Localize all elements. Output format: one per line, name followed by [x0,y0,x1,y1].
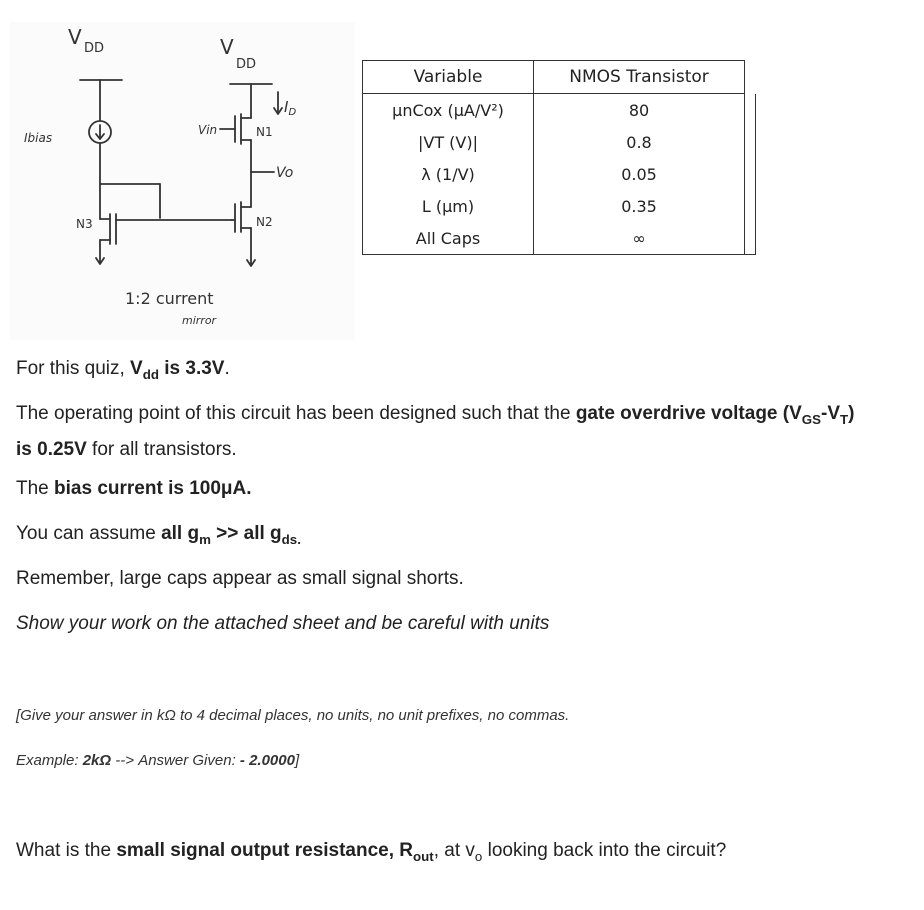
text-sub: GS [801,411,821,427]
paragraph-overdrive [16,399,911,465]
text-bold: bias current is 100μA. [54,478,252,499]
paragraph-caps: Remember, large caps appear as small signal shorts. [16,568,464,589]
mirror-word-label: mirror [182,314,217,327]
id-main: I [284,98,289,116]
text-span: -V [821,403,840,424]
text-bold [161,523,301,547]
table-header-row [363,61,756,94]
text-span: You can assume [16,523,162,544]
cell-value: 80 [534,94,745,127]
text-bold [130,358,225,382]
table-row [363,94,756,127]
text-span: V [130,358,143,379]
n1-label: N1 [256,125,273,139]
parameter-table [362,60,756,255]
table-row [363,158,756,190]
table-row [363,222,756,255]
text-span: The operating point of this circuit has been designed such that the [16,403,576,424]
id-sub: D [288,107,297,118]
cell-variable: λ (1/V) [363,158,534,190]
text-span: is 3.3V [158,358,225,379]
header-variable: Variable [363,61,534,94]
schematic-drawing [10,22,355,340]
vo-label: Vo [276,165,294,181]
circuit-schematic [10,22,355,340]
text-sub: T [840,411,849,427]
text-span: . [224,358,230,379]
ibias-label: Ibias [24,131,53,145]
text-span: , at v [433,840,475,861]
cell-variable: L (μm) [363,190,534,222]
text-sub: ds. [281,531,301,547]
text-sub: dd [142,366,159,382]
text-span: looking back into the circuit? [482,840,727,861]
text-span: >> all g [210,523,282,544]
vdd-right-sub: DD [236,57,257,72]
text-bold: - 2.0000 [239,752,295,769]
text-sub: m [199,531,211,547]
text-sub: out [413,848,434,864]
header-nmos: NMOS Transistor [534,61,745,94]
vdd-right-label: V [220,35,234,59]
vin-label: Vin [198,123,218,137]
cell-value: 0.35 [534,190,745,222]
text-span: --> Answer Given: [111,752,240,769]
paragraph-show-work: Show your work on the attached sheet and be careful with units [16,613,550,634]
text-span: What is the [16,840,117,861]
text-span: ) [848,403,855,424]
paragraph-bias [16,474,252,504]
cell-variable: All Caps [363,222,534,255]
text-span: ] [294,752,300,769]
text-span: for all transistors. [86,438,237,460]
cell-variable: μnCox (μA/V²) [363,94,534,127]
cell-value: ∞ [534,222,745,255]
cell-value: 0.8 [534,126,745,158]
text-span: is 0.25V [16,438,87,460]
text-sub: o [474,848,483,864]
paragraph-vdd [16,354,230,390]
table-row [363,126,756,158]
text-span: The [16,478,55,499]
text-bold: 2kΩ [82,752,112,769]
n2-label: N2 [256,215,273,229]
n3-label: N3 [76,217,93,231]
text-bold [116,840,434,864]
text-span: For this quiz, [16,358,131,379]
paragraph-gm [16,519,301,555]
question-text [16,836,726,872]
vdd-left-sub: DD [84,41,105,56]
table-row [363,190,756,222]
cell-variable: |VT (V)| [363,126,534,158]
answer-format-note: [Give your answer in kΩ to 4 decimal places, no units, no unit prefixes, no commas. [16,707,570,724]
text-span: small signal output resistance, R [116,840,414,861]
mirror-ratio-label: 1:2 current [125,289,214,308]
vdd-left-label: V [68,25,82,49]
answer-example-note [16,746,299,776]
text-span: Example: [16,752,83,769]
text-span: gate overdrive voltage (V [575,403,802,424]
text-span: all g [161,523,200,544]
cell-value: 0.05 [534,158,745,190]
